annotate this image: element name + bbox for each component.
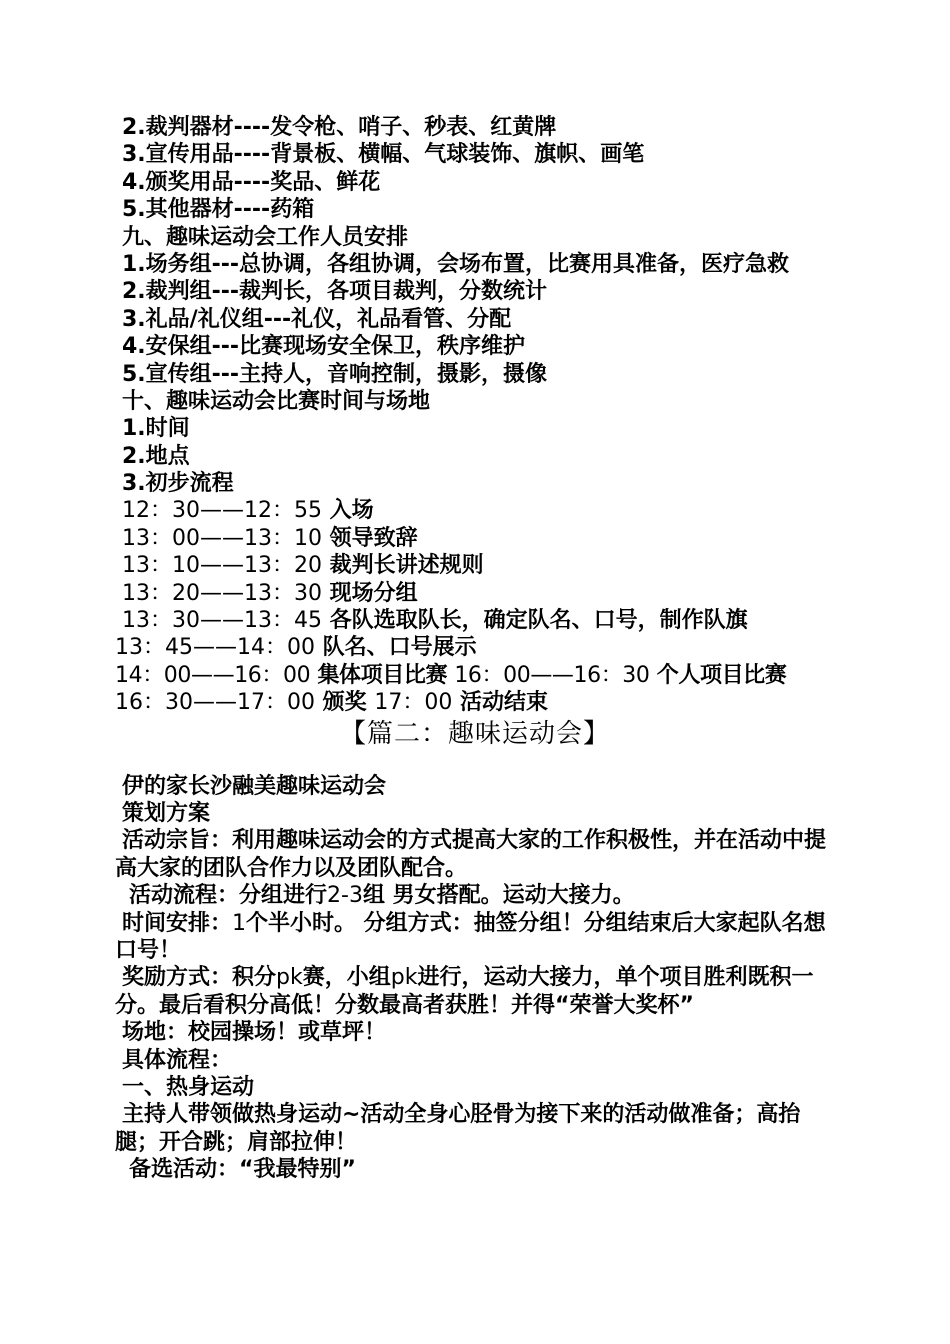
staff-line-5: 5.宣传组---主持人，音响控制，摄影，摄像	[122, 361, 548, 387]
schedule-time: 12：30——12：55	[122, 498, 322, 524]
schedule-text: 领导致辞	[329, 525, 418, 551]
schedule-text: 集体项目比赛	[317, 662, 448, 688]
process-heading: 具体流程：	[122, 1047, 233, 1073]
schedule-text: 入场	[329, 498, 374, 524]
reward-rest: 进行，运动大接力，单个项目胜利既积一分。最后看积分高低！分数最高者获胜！并得“荣誉大奖杯”	[115, 965, 814, 1018]
staff-heading: 九、趣味运动会工作人员安排	[122, 224, 409, 250]
schedule-text: 颁奖	[322, 690, 367, 716]
staff-line-2: 2.裁判组---裁判长，各项目裁判，分数统计	[122, 279, 548, 305]
schedule-text: 现场分组	[329, 580, 418, 606]
equip-line-2: 2.裁判器材----发令枪、哨子、秒表、红黄牌	[122, 115, 557, 140]
schedule-row	[115, 580, 835, 607]
flow-number: 2-3	[327, 883, 363, 909]
time-plan-label: 时间安排：	[122, 910, 233, 936]
reward-paragraph	[115, 964, 835, 1019]
schedule-text-2: 活动结束	[460, 690, 549, 716]
venue-line: 场地：校园操场！或草坪！	[122, 1020, 387, 1046]
reward-pk-1: pk	[276, 965, 303, 991]
time-item-2: 2.地点	[122, 443, 190, 469]
org-name: 伊的家长沙融美趣味运动会	[122, 773, 387, 799]
time-plan-rest: 个半小时。 分组方式：抽签分组！分组结束后大家起队名想口号！	[115, 910, 826, 963]
schedule-text: 各队选取队长，确定队名、口号，制作队旗	[329, 608, 748, 634]
reward-mid: 赛，小组	[302, 965, 391, 991]
schedule-row	[115, 689, 835, 716]
schedule-row	[115, 607, 835, 634]
schedule-time: 13：20——13：30	[122, 580, 322, 606]
schedule-row	[115, 662, 835, 689]
time-plan-paragraph	[115, 910, 835, 965]
schedule-time: 13：10——13：20	[122, 553, 322, 579]
schedule-row	[115, 497, 835, 524]
staff-line-4: 4.安保组---比赛现场安全保卫，秩序维护	[122, 334, 526, 360]
schedule-time-2: 17：00	[374, 690, 453, 716]
flow-line	[115, 882, 835, 909]
schedule-time: 13：00——13：10	[122, 525, 322, 551]
time-heading: 十、趣味运动会比赛时间与场地	[122, 388, 431, 414]
plan-heading: 策划方案	[122, 801, 211, 826]
schedule-time: 13：45——14：00	[115, 635, 315, 661]
warmup-paragraph: 主持人带领做热身运动~活动全身心胫骨为接下来的活动做准备；高抬腿；开合跳；肩部拉伸！	[115, 1102, 801, 1155]
time-item-1: 1.时间	[122, 416, 190, 442]
warmup-heading: 一、热身运动	[122, 1075, 255, 1100]
optional-activity: 备选活动：“我最特别”	[129, 1157, 356, 1183]
flow-label: 活动流程：分组进行	[129, 883, 328, 909]
time-item-3: 3.初步流程	[122, 471, 234, 497]
schedule-time: 14：00——16：00	[115, 662, 311, 688]
equip-line-3: 3.宣传用品----背景板、横幅、气球装饰、旗帜、画笔	[122, 142, 645, 168]
equip-line-5: 5.其他器材----药箱	[122, 197, 315, 223]
schedule-time: 13：30——13：45	[122, 608, 322, 634]
schedule-text: 裁判长讲述规则	[329, 553, 484, 579]
equip-line-4: 4.颁奖用品----奖品、鲜花	[122, 169, 381, 195]
staff-line-1: 1.场务组---总协调，各组协调，会场布置，比赛用具准备，医疗急救	[122, 251, 790, 277]
schedule-text: 队名、口号展示	[322, 635, 477, 661]
purpose-paragraph: 活动宗旨：利用趣味运动会的方式提高大家的工作积极性，并在活动中提高大家的团队合作力以及团队配合。	[115, 828, 827, 881]
schedule-row	[115, 552, 835, 579]
schedule-text-2: 个人项目比赛	[656, 662, 787, 688]
schedule-row	[115, 634, 835, 661]
reward-pk-2: pk	[390, 965, 418, 991]
section-title: 【篇二：趣味运动会】	[339, 718, 610, 749]
flow-rest: 组 男女搭配。运动大接力。	[362, 883, 635, 909]
staff-line-3: 3.礼品/礼仪组---礼仪，礼品看管、分配	[122, 306, 512, 332]
schedule-time: 16：30——17：00	[115, 690, 315, 716]
document-page	[115, 114, 835, 1184]
time-plan-number: 1	[232, 910, 247, 936]
schedule-time-2: 16：00——16：30	[454, 662, 650, 688]
schedule-row	[115, 525, 835, 552]
reward-label: 奖励方式：积分	[122, 965, 277, 991]
